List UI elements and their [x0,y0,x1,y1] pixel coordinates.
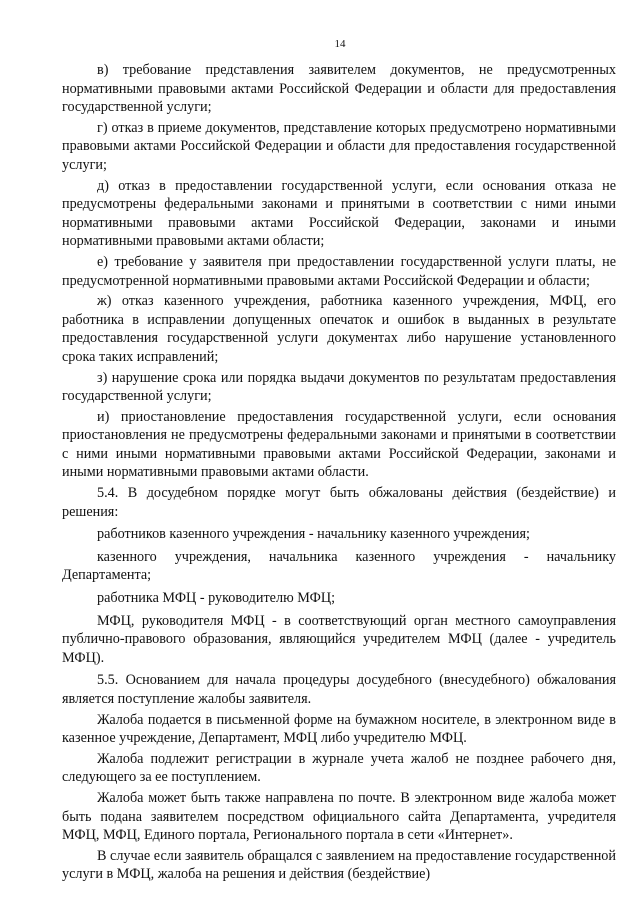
paragraph-complaint-registration: Жалоба подлежит регистрации в журнале учета жалоб не позднее рабочего дня, следующего за ее поступлением. [62,750,616,786]
paragraph-z-deadline-violation: з) нарушение срока или порядка выдачи документов по результатам предоставления государственной услуги; [62,369,616,405]
paragraph-zh-refusal-corrections: ж) отказ казенного учреждения, работника казенного учреждения, МФЦ, его работника в исправлении допущенных опечаток и ошибок в выданных в результате предоставления государственной услуги документах либо нарушение установленного срока таких исправлений; [62,293,616,365]
document-body [62,61,616,884]
paragraph-5-5-grounds: 5.5. Основанием для начала процедуры досудебного (внесудебного) обжалования является поступление жалобы заявителя. [62,672,616,707]
paragraph-appeal-mfc-worker: работника МФЦ - руководителю МФЦ; [97,590,336,607]
paragraph-appeal-workers: работников казенного учреждения - начальнику казенного учреждения; [97,526,530,543]
paragraph-d-refusal-provision: д) отказ в предоставлении государственной услуги, если основания отказа не предусмотрены федеральными законами и принятыми в соответствии с ними иными нормативными правовыми актами Российской Федерации, законами и иными нормативными правовыми актами области; [62,177,616,250]
paragraph-complaint-mail: Жалоба может быть также направлена по почте. В электронном виде жалоба может быть подана заявителем посредством официального сайта Департамента, учредителя МФЦ, МФЦ, Единого портала, Регионального портала в сети «Интернет». [62,789,616,844]
paragraph-v-requirement-documents: в) требование представления заявителем документов, не предусмотренных нормативными правовыми актами Российской Федерации и области для предоставления государственной услуги; [62,62,616,116]
paragraph-e-fee-requirement: е) требование у заявителя при предоставлении государственной услуги платы, не предусмотренной нормативными правовыми актами Российской Федерации и области; [62,253,616,289]
paragraph-i-suspension: и) приостановление предоставления государственной услуги, если основания приостановления не предусмотрены федеральными законами и принятыми в соответствии с ними иными нормативными правовыми актами Российской Федерации, законами и иными нормативными правовыми актами области. [62,408,616,481]
paragraph-appeal-mfc: МФЦ, руководителя МФЦ - в соответствующий орган местного самоуправления публично-правового образования, являющийся учредителем МФЦ (далее - учредитель МФЦ). [62,612,616,666]
paragraph-complaint-form: Жалоба подается в письменной форме на бумажном носителе, в электронном виде в казенное учреждение, Департамент, МФЦ либо учредителю МФЦ. [62,711,616,747]
paragraph-appeal-institution: казенного учреждения, начальника казенного учреждения - начальнику Департамента; [62,548,616,584]
paragraph-g-refusal-acceptance: г) отказ в приеме документов, представление которых предусмотрено нормативными правовыми актами Российской Федерации и области для предоставления государственной услуги; [62,119,616,173]
paragraph-5-4-appeal-order: 5.4. В досудебном порядке могут быть обжалованы действия (бездействие) и решения: [62,485,616,520]
paragraph-mfc-case: В случае если заявитель обращался с заявлением на предоставление государственной услуги в МФЦ, жалоба на решения и действия (бездействие) [62,847,616,883]
page-number: 14 [334,38,346,50]
